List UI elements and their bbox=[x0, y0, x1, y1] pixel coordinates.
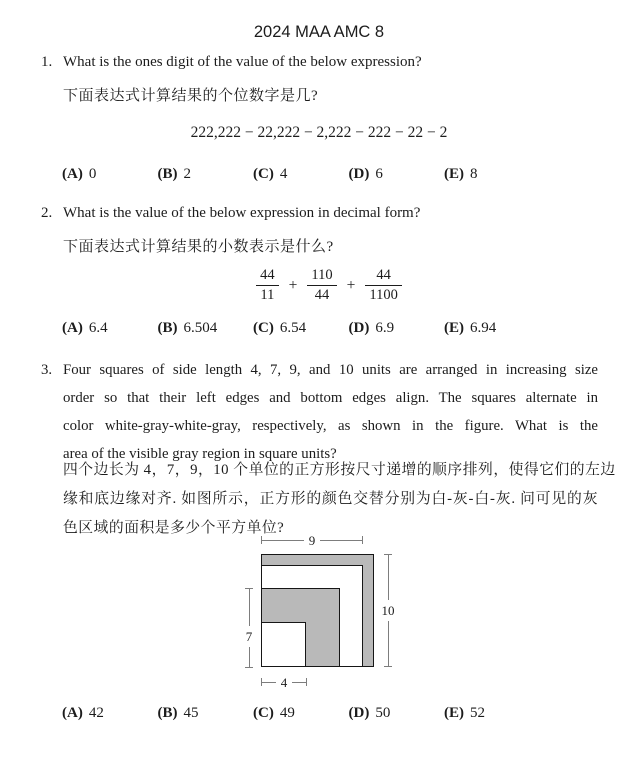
dim-label-7: 7 bbox=[245, 629, 253, 645]
problem-3-choices bbox=[62, 703, 540, 723]
problem-2-question-en bbox=[41, 203, 598, 223]
choice-label: (E) bbox=[444, 166, 464, 182]
fraction-3 bbox=[365, 268, 401, 303]
choice-label: (B) bbox=[157, 166, 178, 182]
problem-3-choice-d bbox=[349, 703, 445, 723]
choice-label: (D) bbox=[348, 320, 370, 336]
choice-value: 6.54 bbox=[279, 320, 307, 336]
problem-1-choice-c bbox=[253, 164, 349, 184]
choice-value: 0 bbox=[88, 166, 97, 182]
problem-1-choice-b bbox=[158, 164, 254, 184]
fraction-denominator: 44 bbox=[314, 287, 330, 303]
dim-label-4: 4 bbox=[280, 674, 288, 690]
problem-3-question-zh bbox=[41, 456, 616, 543]
choice-label: (D) bbox=[348, 166, 370, 182]
fraction-denominator: 1100 bbox=[369, 287, 398, 303]
choice-label: (C) bbox=[253, 705, 274, 721]
question-line: area of the visible gray region in square units? bbox=[63, 446, 337, 462]
dimension-line-left-7 bbox=[244, 588, 254, 668]
choice-value: 52 bbox=[470, 705, 485, 721]
dimension-line-top-9 bbox=[261, 532, 363, 548]
choice-value: 45 bbox=[183, 705, 199, 721]
choice-label: (A) bbox=[62, 166, 83, 182]
problem-3-number: 3. bbox=[41, 362, 53, 378]
problem-2-question-zh bbox=[41, 236, 598, 258]
problem-3-question-en bbox=[41, 356, 598, 468]
tick-right bbox=[306, 678, 307, 686]
dim-label-10: 10 bbox=[381, 603, 395, 618]
problem-1-choice-d bbox=[349, 164, 445, 184]
choice-value: 50 bbox=[375, 705, 391, 721]
problem-1-expression: 222,222 − 22,222 − 2,222 − 222 − 22 − 2 bbox=[190, 124, 448, 141]
page-title: 2024 MAA AMC 8 bbox=[253, 23, 385, 41]
squares-figure bbox=[243, 533, 405, 691]
question-line: Four squares of side length 4, 7, 9, and 10 units are arranged in increasing size bbox=[63, 362, 598, 378]
problem-1-question-text-zh: 下面表达式计算结果的个位数字是几? bbox=[63, 88, 319, 104]
fraction-2 bbox=[307, 268, 336, 303]
choice-value: 49 bbox=[279, 705, 295, 721]
problem-1-number: 1. bbox=[41, 54, 53, 70]
dim-label-9: 9 bbox=[308, 532, 316, 548]
problem-2-choice-d bbox=[349, 318, 445, 338]
question-line-zh: 缘和底边缘对齐. 如图所示，正方形的颜色交替分别为白-灰-白-灰. 问可见的灰 bbox=[63, 491, 598, 507]
problem-2-choice-b bbox=[158, 318, 254, 338]
square-4-white bbox=[261, 622, 306, 667]
choice-value: 6.4 bbox=[88, 320, 108, 336]
problem-1-question-text: What is the ones digit of the value of the below expression? bbox=[63, 54, 422, 70]
choice-value: 6.9 bbox=[375, 320, 395, 336]
plus-operator: + bbox=[288, 276, 298, 294]
choice-value: 8 bbox=[470, 166, 478, 182]
fraction-numerator: 44 bbox=[365, 268, 401, 286]
choice-value: 6.504 bbox=[183, 320, 218, 336]
choice-label: (E) bbox=[444, 320, 464, 336]
choice-label: (A) bbox=[62, 705, 83, 721]
choice-value: 42 bbox=[88, 705, 104, 721]
question-line: color white-gray-white-gray, respectively, as shown in the figure. What is the bbox=[63, 418, 598, 434]
choice-label: (A) bbox=[62, 320, 83, 336]
problem-3-choice-c bbox=[253, 703, 349, 723]
problem-1-question-zh bbox=[41, 85, 598, 107]
fraction-numerator: 44 bbox=[256, 268, 279, 286]
problem-2-question-text: What is the value of the below expression in decimal form? bbox=[63, 205, 421, 221]
tick-right bbox=[362, 536, 363, 544]
question-line-zh: 色区域的面积是多少个平方单位? bbox=[63, 520, 285, 536]
choice-value: 2 bbox=[183, 166, 191, 182]
dimension-line-right-10 bbox=[383, 554, 393, 667]
problem-3-choice-a bbox=[62, 703, 158, 723]
tick-bottom bbox=[245, 667, 253, 668]
problem-2-choice-e bbox=[444, 318, 540, 338]
choice-value: 6.94 bbox=[470, 320, 497, 336]
choice-label: (B) bbox=[157, 705, 178, 721]
dimension-line-bottom-4 bbox=[261, 674, 307, 690]
fraction-denominator: 11 bbox=[260, 287, 275, 303]
tick-bottom bbox=[384, 666, 392, 667]
question-line-zh: 四个边长为 4，7，9，10 个单位的正方形按尺寸递增的顺序排列，使得它们的左边 bbox=[63, 462, 616, 478]
fraction-1 bbox=[256, 268, 279, 303]
fraction-numerator: 110 bbox=[307, 268, 336, 286]
problem-1-choices bbox=[62, 164, 540, 184]
problem-3-choice-e bbox=[444, 703, 540, 723]
plus-operator: + bbox=[346, 276, 356, 294]
problem-2-choices bbox=[62, 318, 540, 338]
choice-label: (D) bbox=[348, 705, 370, 721]
problem-1-question-en bbox=[41, 52, 598, 72]
problem-2-expression bbox=[62, 268, 596, 303]
problem-1-choice-a bbox=[62, 164, 158, 184]
choice-label: (C) bbox=[253, 166, 274, 182]
problem-1-choice-e bbox=[444, 164, 540, 184]
choice-label: (E) bbox=[444, 705, 464, 721]
choice-label: (B) bbox=[157, 320, 178, 336]
choice-value: 6 bbox=[375, 166, 383, 182]
problem-2-question-text-zh: 下面表达式计算结果的小数表示是什么? bbox=[63, 239, 334, 255]
problem-2-number: 2. bbox=[41, 205, 53, 221]
choice-value: 4 bbox=[279, 166, 288, 182]
question-line: order so that their left edges and bottom edges align. The squares alternate in bbox=[63, 390, 598, 406]
problem-3-choice-b bbox=[158, 703, 254, 723]
choice-label: (C) bbox=[253, 320, 274, 336]
problem-2-choice-a bbox=[62, 318, 158, 338]
problem-2-choice-c bbox=[253, 318, 349, 338]
